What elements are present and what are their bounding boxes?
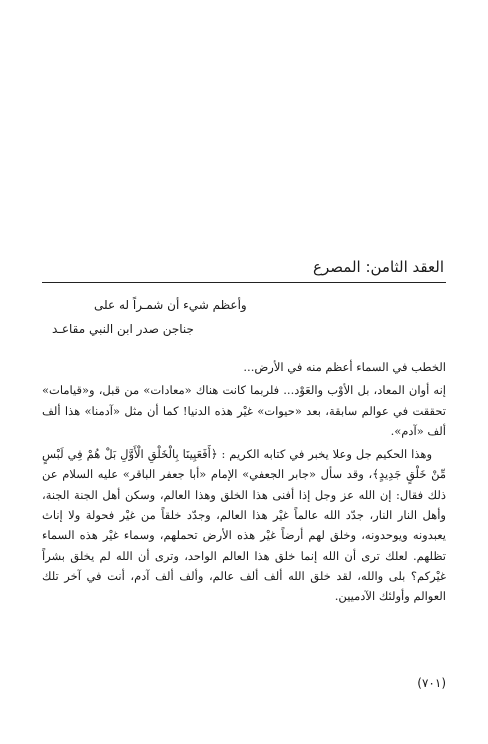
body-text [42, 357, 446, 610]
quran-verse: ﴿أَفَعَيِينَا بِالْخَلْقِ الْأَوَّلِ بَلْ هُمْ فِي لَبْسٍ مِّنْ خَلْقٍ جَدِيدٍ﴾ [42, 447, 446, 482]
page-number: (٧٠١) [417, 676, 446, 690]
chapter-heading [42, 256, 446, 283]
poem-verse [42, 293, 446, 341]
poem-line-second-hemistich: جناجن صدر ابن النبي مقاعـد [52, 322, 194, 336]
paragraph-opening: الخطب في السماء أعظم منه في الأرض... [243, 360, 446, 374]
paragraph-hadith-intro: وهذا الحكيم جل وعلا يخبر في كتابه الكريم : [221, 447, 432, 462]
heading-divider [42, 282, 446, 283]
paragraph-hadith-body: ، وقد سأل «جابر الجعفي» الإمام «أبا جعفر الباقر» عليه السلام عن ذلك فقال: إن الله عز وجل إذا أفنى هذا الخلق وهذا العالم، وسكن أهل الجنة الجنة، وأهل النار النار، جدّد الله عالماً غيْر هذا العالم، وجدّد خلقاً من غيْر فحولة ولا إناث يعبدونه ويوحدونه، وخلق لهم أرضاً غيْر هذه الأرض تحملهم، وسماء غيْر هذه السماء تظلهم. لعلك ترى أن الله إنما خلق هذا العالم الواحد، وترى أن الله لم يخلق بشراً غيْركم؟ بلى والله، لقد خلق الله ألف ألف عالم، وألف ألف آدم، أنت في آخر تلك العوالم وأولئك الآدميين. [42, 467, 446, 604]
paragraph-hadith [42, 444, 446, 606]
paragraph-resurrection: إنه أوان المعاد، بل الأوْب والعَوْد... فلربما كانت هناك «معادات» من قبل، و«قيامات» تحققت في عوالم سابقة، بعد «حيوات» غيْر هذه الدنيا! كما أن مثل «آدمنا» هذا ألف ألف «آدم». [42, 383, 446, 438]
poem-line-first-hemistich: وأعظم شيء أن شمـراً له على [94, 298, 247, 312]
chapter-title: العقد الثامن: المصرع [313, 258, 444, 276]
